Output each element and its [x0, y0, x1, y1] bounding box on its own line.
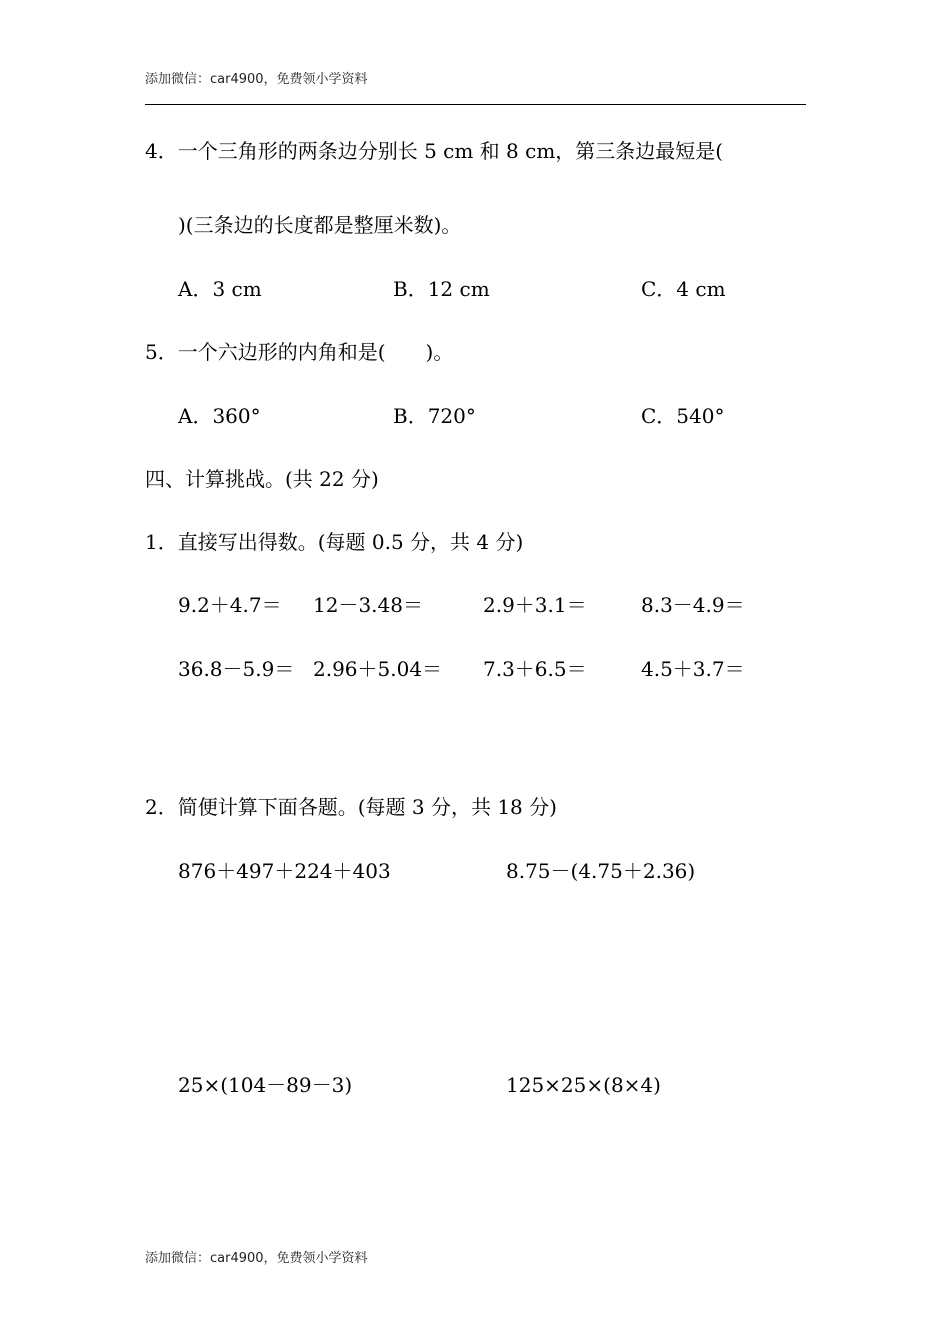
section-title: 四、计算挑战。(共 22 分) — [145, 467, 379, 491]
calc1-item: 12－3.48＝ — [313, 593, 423, 617]
q4-line2: )(三条边的长度都是整厘米数)。 — [178, 213, 462, 237]
calc2-item: 876＋497＋224＋403 — [178, 859, 391, 883]
q5-text: 5．一个六边形的内角和是( )。 — [145, 340, 454, 364]
q5-option-a: A．360° — [178, 404, 261, 428]
page-header: 添加微信：car4900，免费领小学资料 — [145, 72, 368, 87]
header-divider — [145, 104, 806, 105]
q5-option-b: B．720° — [393, 404, 476, 428]
calc1-item: 2.9＋3.1＝ — [483, 593, 587, 617]
calc2-item: 25×(104－89－3) — [178, 1073, 353, 1097]
calc1-item: 4.5＋3.7＝ — [641, 657, 745, 681]
q4-option-b: B．12 cm — [393, 277, 490, 301]
calc1-item: 2.96＋5.04＝ — [313, 657, 443, 681]
calc2-item: 125×25×(8×4) — [506, 1073, 661, 1097]
calc2-item: 8.75－(4.75＋2.36) — [506, 859, 696, 883]
q4-line1: 4．一个三角形的两条边分别长 5 cm 和 8 cm，第三条边最短是( — [145, 139, 724, 163]
q4-option-a: A．3 cm — [178, 277, 262, 301]
q4-option-c: C．4 cm — [641, 277, 726, 301]
calc1-item: 7.3＋6.5＝ — [483, 657, 587, 681]
calc1-item: 36.8－5.9＝ — [178, 657, 295, 681]
page-footer: 添加微信：car4900，免费领小学资料 — [145, 1251, 368, 1266]
q5-option-c: C．540° — [641, 404, 725, 428]
calc1-item: 8.3－4.9＝ — [641, 593, 745, 617]
calc1-item: 9.2＋4.7＝ — [178, 593, 282, 617]
calc1-title: 1．直接写出得数。(每题 0.5 分，共 4 分) — [145, 530, 524, 554]
calc2-title: 2．简便计算下面各题。(每题 3 分，共 18 分) — [145, 795, 557, 819]
